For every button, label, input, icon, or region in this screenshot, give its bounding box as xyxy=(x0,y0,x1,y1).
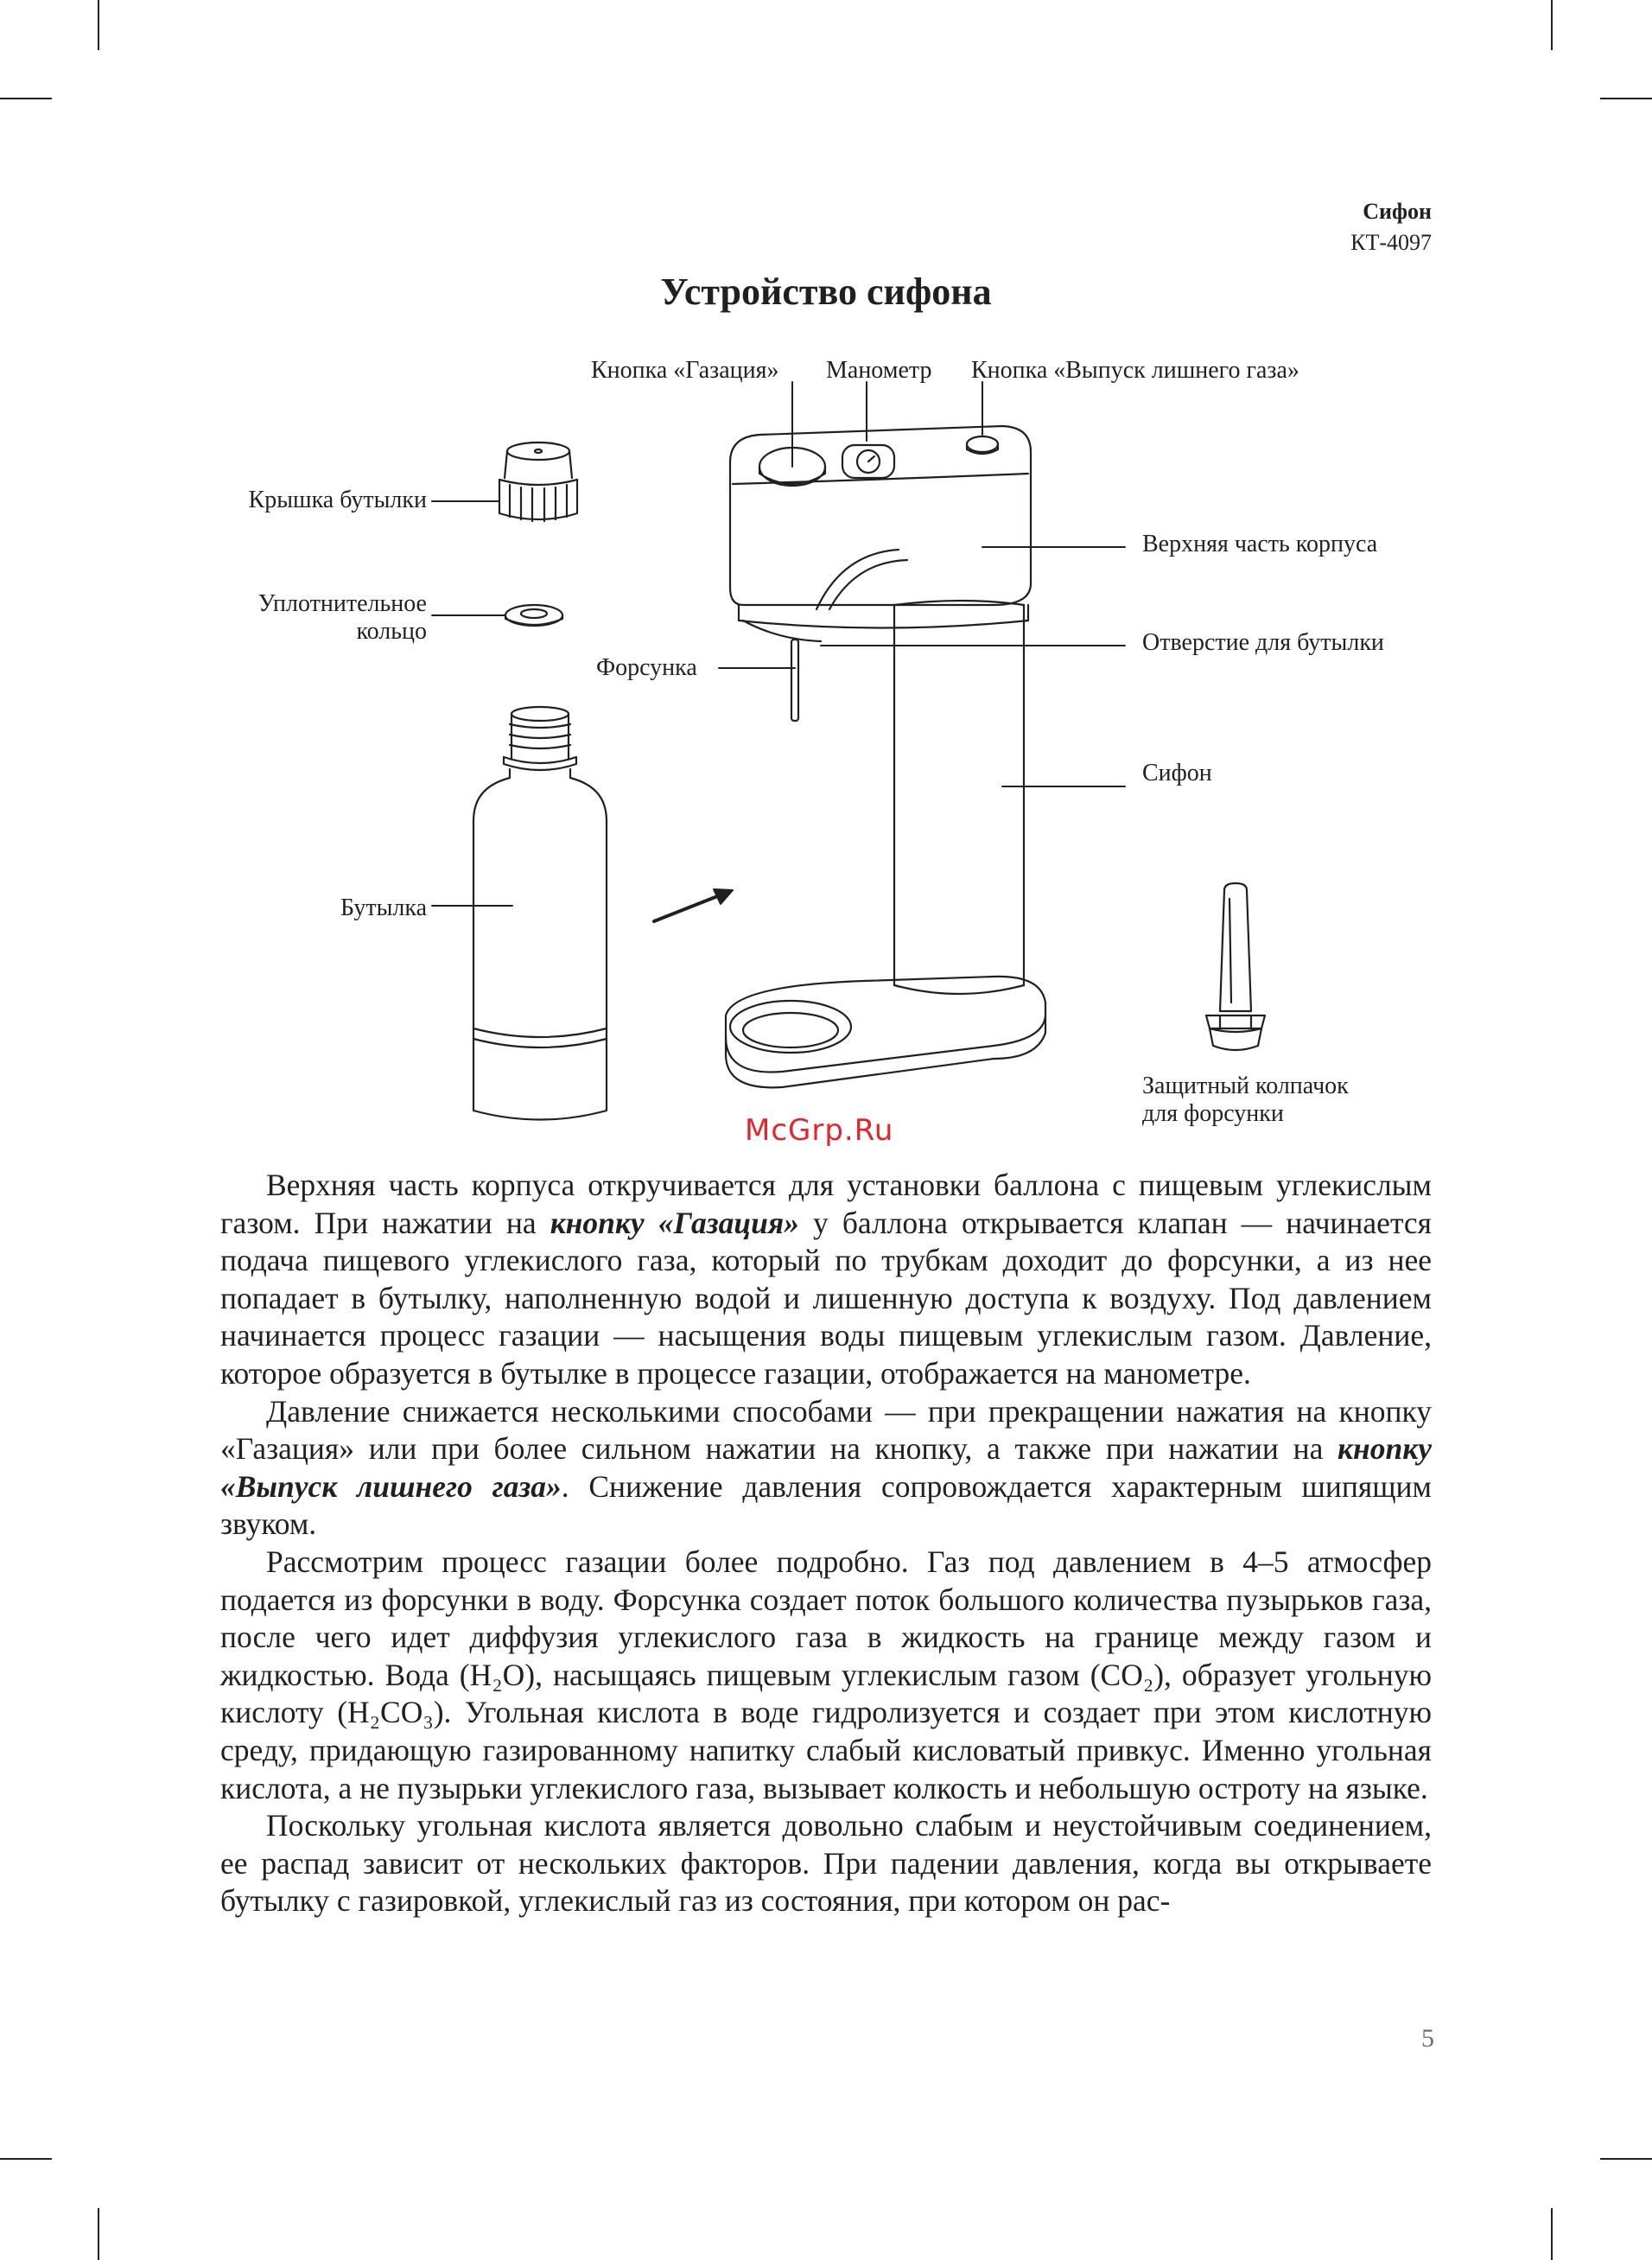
label-nozzle-cap-line2: для форсунки xyxy=(1142,1100,1284,1127)
crop-mark xyxy=(98,2208,99,2260)
running-header-model: КТ-4097 xyxy=(1350,230,1432,255)
siphon-unit-drawing xyxy=(726,426,1045,1087)
label-nozzle: Форсунка xyxy=(596,654,697,681)
page-title: Устройство сифона xyxy=(660,271,992,313)
running-header-title: Сифон xyxy=(1363,199,1432,224)
crop-mark xyxy=(1551,2208,1553,2260)
crop-mark xyxy=(1600,2158,1652,2160)
body-text xyxy=(220,1167,1432,1920)
label-bottle-hole: Отверстие для бутылки xyxy=(1142,629,1384,656)
label-siphon: Сифон xyxy=(1142,760,1212,786)
label-manometer: Манометр xyxy=(826,357,932,384)
label-bottle: Бутылка xyxy=(340,894,427,921)
paragraph: Верхняя часть корпуса откручивается для установки баллона с пищевым углекислым газом. При нажатии на кнопку «Газация» у баллона открывается клапан — начинается подача пищевого углекислого газа, который по трубкам доходит до форсунки, а из нее попадает в бутылку, наполненную водой и лишенную доступа к воздуху. Под давлением начинается процесс газации — насыщения воды пищевым углекислым газом. Давление, которое образуется в бутылке в процессе газации, отображается на манометре. xyxy=(220,1168,1432,1391)
bottle-drawing xyxy=(473,707,607,1120)
label-gas-button: Кнопка «Газация» xyxy=(591,357,779,384)
label-upper-body: Верхняя часть корпуса xyxy=(1142,531,1378,557)
seal-ring-drawing xyxy=(505,605,562,626)
paragraph: Рассмотрим процесс газации более подробно. Газ под давлением в 4–5 атмосфер подается из форсунки в воду. Форсунка создает поток большого количества пузырьков газа, после чего идет диффузия углекислого газа в жидкость на границе между газом и жидкостью. Вода (H₂O), насыщаясь пищевым углекислым газом (CO₂), образует угольную кислоту (H₂CO₃). Угольная кислота в воде гидролизуется и создает при этом кислотную среду, придающую газированному напитку слабый кисловатый привкус. Именно угольная кислота, а не пузырьки углекислого газа, вызывает колкость и небольшую остроту на языке. xyxy=(220,1544,1432,1805)
watermark: McGrp.Ru xyxy=(745,1113,894,1148)
nozzle-cap-drawing xyxy=(1206,883,1265,1050)
label-seal-ring-line1: Уплотнительное xyxy=(257,590,427,617)
label-bottle-cap: Крышка бутылки xyxy=(248,487,427,513)
crop-mark xyxy=(0,2158,52,2160)
paragraph: Поскольку угольная кислота является довольно слабым и неустойчивым соединением, ее распад зависит от нескольких факторов. При падении давления, когда вы открываете бутылку с газировкой, углекислый газ из состояния, при котором он рас- xyxy=(220,1808,1432,1919)
paragraph: Давление снижается несколькими способами — при прекращении нажатия на кнопку «Газация» или при более сильном нажатии на кнопку, а также при нажатии на кнопку «Выпуск лишнего газа». Снижение давления сопровождается характерным шипящим звуком. xyxy=(220,1393,1433,1542)
label-nozzle-cap-line1: Защитный колпачок xyxy=(1142,1073,1349,1099)
label-release-button: Кнопка «Выпуск лишнего газа» xyxy=(971,357,1299,384)
insert-arrow xyxy=(654,889,733,921)
label-seal-ring-line2: кольцо xyxy=(356,618,427,645)
page-number: 5 xyxy=(1421,2024,1434,2053)
bottle-cap-drawing xyxy=(499,442,577,521)
